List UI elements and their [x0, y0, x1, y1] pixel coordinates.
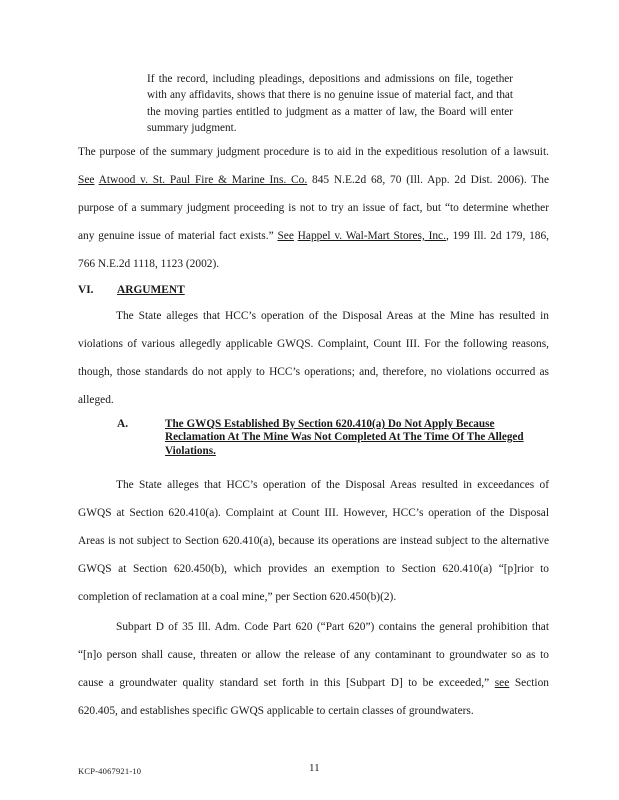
section-heading: ARGUMENT — [117, 284, 185, 296]
paragraph-gwqs-exceedances — [78, 471, 549, 611]
paragraph-subpart-d — [78, 613, 549, 725]
paragraph-text: Subpart D of 35 Ill. Adm. Code Part 620 (“Part 620”) contains the general prohibition that “[n]o person shall cause, threaten or allow the release of any contaminant to groundwater so as to cause a groundwater quality standard set forth in this [Subpart D] to be exceeded,” — [78, 621, 549, 689]
section-number: VI. — [78, 284, 94, 296]
paragraph-text: The State alleges that HCC’s operation of the Disposal Areas resulted in exceedances of GWQS at Section 620.410(a). Complaint at Count III. However, HCC’s operation of the Disposal Areas is not subject to Section 620.410(a), because its operations are instead subject to the alternative GWQS at Section 620.450(b), which provides an exemption to Section 620.410(a) “[p]rior to completion of reclamation at a coal mine,” per Section 620.450(b)(2). — [78, 479, 549, 603]
paragraph-text: Section 620.405, and establishes specific GWQS applicable to certain classes of groundwaters. — [78, 677, 549, 717]
paragraph-argument-intro — [78, 302, 549, 414]
page-number: 11 — [309, 762, 320, 774]
citation-signal: see — [494, 677, 510, 689]
case-name-atwood: Atwood v. St. Paul Fire & Marine Ins. Co. — [98, 174, 308, 186]
paragraph-text: 845 N.E.2d 68, 70 (Ill. App. 2d Dist. 2006). The purpose of a summary judgment proceeding is not to try an issue of fact, but “to determine whether any genuine issue of material fact exists.” — [78, 174, 549, 242]
paragraph-text: , 199 Ill. 2d 179, 186, 766 N.E.2d 1118, 1123 (2002). — [78, 230, 549, 270]
subsection-letter: A. — [117, 418, 129, 430]
paragraph-text: The State alleges that HCC’s operation of the Disposal Areas at the Mine has resulted in violations of various allegedly applicable GWQS. Complaint, Count III. For the following reasons, though, those standards do not apply to HCC’s operations; and, therefore, no violations occurred as alleged. — [78, 310, 549, 406]
paragraph-summary-judgment-purpose — [78, 138, 549, 278]
paragraph-text: The purpose of the summary judgment procedure is to aid in the expeditious resolution of a lawsuit. — [78, 146, 549, 158]
subsection-heading: The GWQS Established By Section 620.410(a) Do Not Apply Because Reclamation At The Mine Was Not Completed At The Time Of The Alleged Violations. — [165, 418, 524, 457]
citation-signal: See — [277, 230, 294, 242]
case-name-happel: Happel v. Wal-Mart Stores, Inc. — [297, 230, 446, 242]
block-quote: If the record, including pleadings, depositions and admissions on file, together with any affidavits, shows that there is no genuine issue of material fact, and that the moving parties entitled to judgment as a matter of law, the Board will enter summary judgment. — [147, 73, 513, 134]
document-id: KCP-4067921-10 — [78, 766, 142, 776]
citation-signal: See — [78, 174, 95, 186]
